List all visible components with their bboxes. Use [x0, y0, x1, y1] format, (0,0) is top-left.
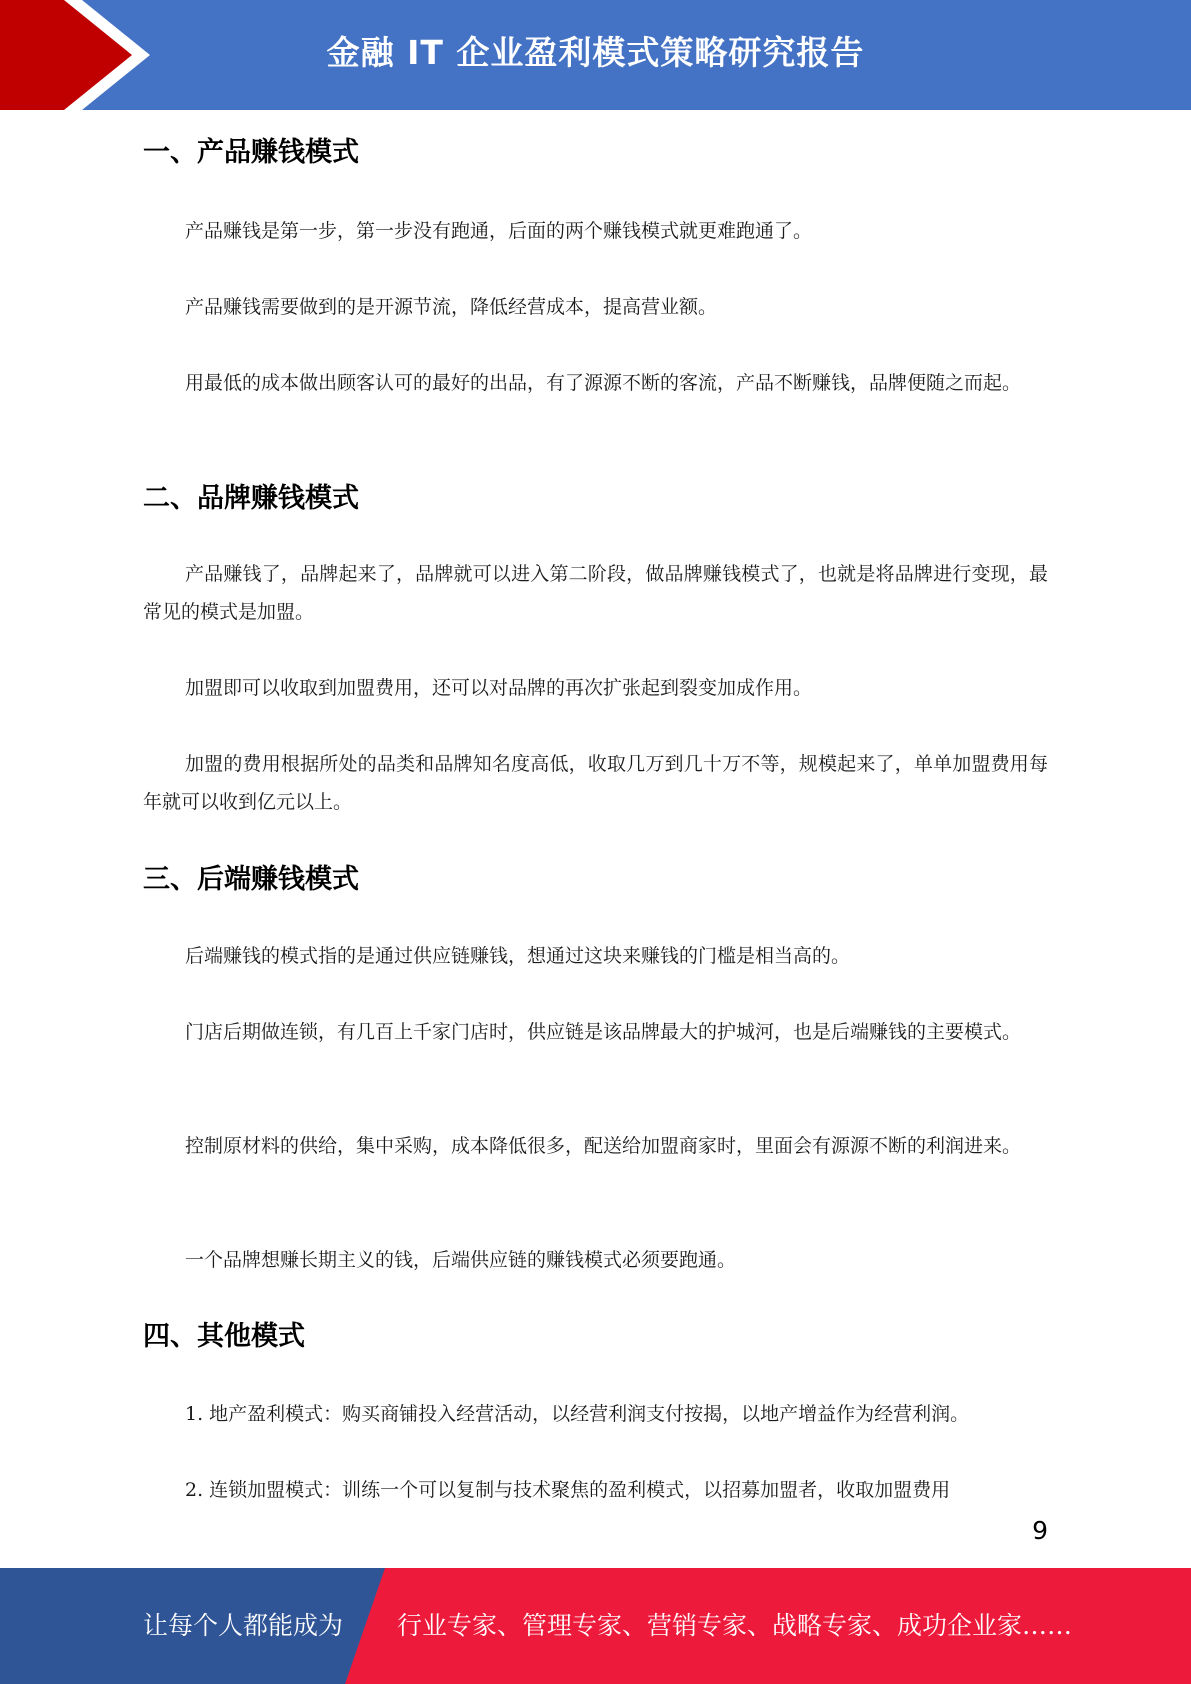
header-bar	[0, 0, 1191, 110]
document-title: 金融 IT 企业盈利模式策略研究报告	[326, 33, 865, 72]
paragraph: 用最低的成本做出顾客认可的最好的出品，有了源源不断的客流，产品不断赚钱，品牌便随之而起。	[185, 372, 1022, 394]
paragraph: 加盟即可以收取到加盟费用，还可以对品牌的再次扩张起到裂变加成作用。	[185, 677, 813, 699]
paragraph: 加盟的费用根据所处的品类和品牌知名度高低，收取几万到几十万不等，规模起来了，单单加盟费用每年就可以收到亿元以上。	[143, 753, 1048, 813]
footer-bar	[0, 1568, 1191, 1684]
section-heading-backend: 三、后端赚钱模式	[143, 864, 359, 895]
paragraph: 产品赚钱是第一步，第一步没有跑通，后面的两个赚钱模式就更难跑通了。	[185, 220, 813, 242]
paragraph: 后端赚钱的模式指的是通过供应链赚钱，想通过这块来赚钱的门槛是相当高的。	[185, 945, 851, 967]
section-heading-product: 一、产品赚钱模式	[143, 137, 359, 168]
footer-slogan: 让每个人都能成为	[143, 1611, 344, 1640]
paragraph: 产品赚钱需要做到的是开源节流，降低经营成本，提高营业额。	[185, 296, 718, 318]
paragraph: 控制原材料的供给，集中采购，成本降低很多，配送给加盟商家时，里面会有源源不断的利润进来。	[185, 1135, 1022, 1157]
list-item: 1. 地产盈利模式：购买商铺投入经营活动，以经营利润支付按揭，以地产增益作为经营利润。	[185, 1403, 970, 1425]
list-item: 2. 连锁加盟模式：训练一个可以复制与技术聚焦的盈利模式，以招募加盟者，收取加盟费用	[185, 1479, 951, 1501]
page-number: 9	[1032, 1516, 1048, 1545]
section-heading-brand: 二、品牌赚钱模式	[143, 483, 359, 514]
paragraph: 产品赚钱了，品牌起来了，品牌就可以进入第二阶段，做品牌赚钱模式了，也就是将品牌进行变现，最常见的模式是加盟。	[143, 563, 1048, 623]
footer-roles: 行业专家、管理专家、营销专家、战略专家、成功企业家……	[397, 1611, 1073, 1640]
paragraph: 一个品牌想赚长期主义的钱，后端供应链的赚钱模式必须要跑通。	[185, 1249, 737, 1271]
section-heading-other: 四、其他模式	[143, 1321, 305, 1352]
paragraph: 门店后期做连锁，有几百上千家门店时，供应链是该品牌最大的护城河，也是后端赚钱的主要模式。	[185, 1021, 1022, 1043]
